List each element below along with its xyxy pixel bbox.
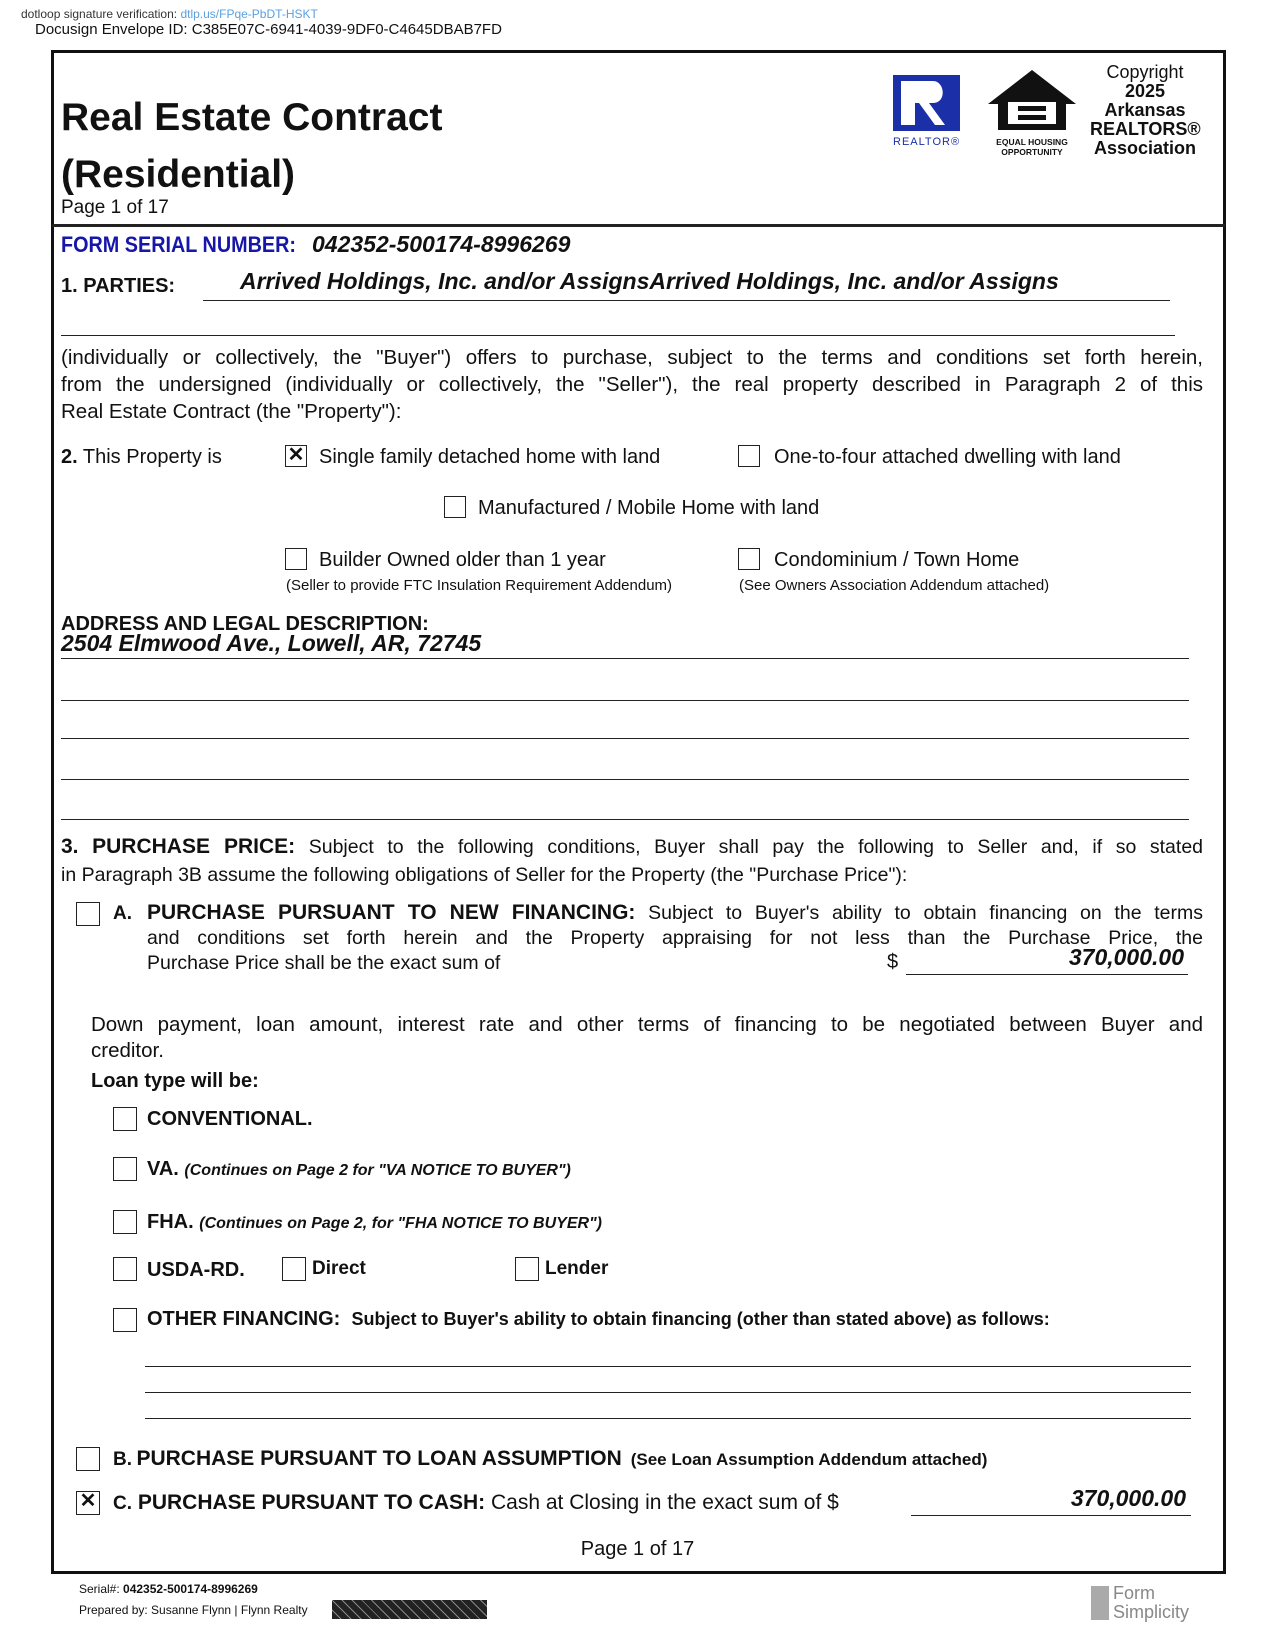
parties-value[interactable]: Arrived Holdings, Inc. and/or AssignsArrived Holdings, Inc. and/or Assigns: [240, 268, 1059, 294]
brand-form: Form: [1113, 1583, 1155, 1603]
new-financing-text: [147, 900, 1203, 976]
section-3-number: 3.: [61, 835, 79, 858]
other-financing-line: [145, 1392, 1191, 1393]
fha-note: (Continues on Page 2, for "FHA NOTICE TO BUYER"): [199, 1215, 602, 1232]
checkbox-usda-direct[interactable]: [282, 1257, 306, 1281]
va-label: VA.: [147, 1158, 179, 1180]
address-label: ADDRESS AND LEGAL DESCRIPTION:: [61, 613, 429, 635]
parties-text-line: Real Estate Contract (the "Property"):: [61, 400, 402, 423]
checkbox-single-family[interactable]: ✕: [285, 445, 307, 467]
checkbox-usda[interactable]: [113, 1257, 137, 1281]
equal-housing-logo: [986, 68, 1078, 157]
dotloop-verification: [21, 7, 318, 21]
checkbox-other-financing[interactable]: [113, 1308, 137, 1332]
down-payment-line: creditor.: [91, 1039, 164, 1062]
new-financing-amount[interactable]: 370,000.00: [1068, 944, 1184, 970]
parties-underline: [203, 300, 1170, 301]
copyright-block: [1090, 63, 1200, 158]
parties-text-line: from the undersigned (individually or collectively, the "Seller"), the real property described in Paragraph 2 of this: [61, 373, 1203, 396]
address-line: [61, 738, 1189, 739]
down-payment-line: Down payment, loan amount, interest rate and other terms of financing to be negotiated between Buyer and: [91, 1013, 1203, 1036]
footer-page-number: Page 1 of 17: [580, 1538, 695, 1560]
other-financing-line: [145, 1366, 1191, 1367]
address-line: [61, 819, 1189, 820]
header-page-number: Page 1 of 17: [61, 197, 169, 218]
option-one-to-four: One-to-four attached dwelling with land: [774, 446, 1121, 468]
cash-underline: [911, 1515, 1191, 1516]
option-single-family: Single family detached home with land: [319, 446, 661, 468]
cash-text: Cash at Closing in the exact sum of $: [485, 1491, 839, 1514]
purchase-price-text-2: in Paragraph 3B assume the following obligations of Seller for the Property (the "Purchase Price"):: [61, 864, 908, 886]
checkbox-usda-lender[interactable]: [515, 1257, 539, 1281]
purchase-price-text: Subject to the following conditions, Buyer shall pay the following to Seller and, if so stated: [295, 836, 1204, 858]
option-builder-owned: Builder Owned older than 1 year: [319, 549, 606, 571]
usda-label: USDA-RD.: [147, 1259, 245, 1281]
option-b-letter: B.: [113, 1449, 132, 1470]
dollar-sign: $: [887, 951, 899, 973]
brand-simplicity: Simplicity: [1113, 1602, 1190, 1622]
lender-label: Lender: [545, 1258, 609, 1279]
address-line: [61, 700, 1189, 701]
dotloop-link[interactable]: dtlp.us/FPqe-PbDT-HSKT: [180, 7, 318, 21]
option-a-letter: A.: [113, 903, 132, 924]
new-financing-line: and conditions set forth herein and the Property appraising for not less than the Purchase Price, the: [147, 927, 1203, 949]
address-line: [61, 779, 1189, 780]
cash-amount[interactable]: 370,000.00: [1070, 1485, 1186, 1511]
checkbox-manufactured[interactable]: [444, 496, 466, 518]
address-line: [61, 658, 1189, 659]
serial-label: FORM SERIAL NUMBER:: [61, 232, 297, 257]
checkbox-builder-owned[interactable]: [285, 548, 307, 570]
other-financing-line: [145, 1418, 1191, 1419]
envelope-id: Docusign Envelope ID: C385E07C-6941-4039-9DF0-C4645DBAB7FD: [35, 21, 502, 38]
new-financing-line: Subject to Buyer's ability to obtain financing on the terms: [635, 902, 1203, 924]
checkbox-conventional[interactable]: [113, 1107, 137, 1131]
title-line-1: Real Estate Contract: [61, 96, 443, 139]
copyright-org-2: REALTORS®: [1090, 119, 1201, 139]
checkbox-loan-assumption[interactable]: [76, 1447, 100, 1471]
purchase-price-label: PURCHASE PRICE:: [92, 835, 296, 858]
copyright-org-3: Association: [1093, 138, 1197, 158]
section-2-number: 2.: [61, 446, 78, 468]
document-icon: [1091, 1586, 1109, 1620]
va-note: (Continues on Page 2 for "VA NOTICE TO BUYER"): [184, 1162, 571, 1179]
parties-underline-2: [61, 335, 1175, 336]
property-label: This Property is: [82, 446, 222, 468]
new-financing-label: PURCHASE PURSUANT TO NEW FINANCING:: [147, 901, 636, 924]
purchase-price-intro: [61, 833, 1203, 889]
eho-text: EQUAL HOUSING OPPORTUNITY: [996, 137, 1068, 157]
footer-serial-value: 042352-500174-8996269: [123, 1582, 258, 1596]
conventional-label: CONVENTIONAL.: [147, 1108, 313, 1130]
copyright-year: 2025: [1124, 81, 1166, 101]
checkbox-one-to-four[interactable]: [738, 445, 760, 467]
checkbox-fha[interactable]: [113, 1210, 137, 1234]
parties-label: 1. PARTIES:: [61, 275, 176, 297]
dotloop-label: dotloop signature verification:: [21, 7, 178, 21]
loan-assumption-note: (See Loan Assumption Addendum attached): [630, 1450, 988, 1469]
realtor-logo: [893, 75, 961, 148]
option-condominium: Condominium / Town Home: [774, 549, 1020, 571]
new-financing-underline: [906, 974, 1188, 975]
option-c-letter: C.: [113, 1493, 132, 1514]
down-payment-text: [91, 1012, 1203, 1064]
serial-value: 042352-500174-8996269: [312, 231, 571, 257]
parties-text-line: (individually or collectively, the "Buyer") offers to purchase, subject to the terms and conditions set forth herein,: [61, 346, 1203, 369]
title-line-2: (Residential): [61, 153, 296, 196]
copyright-label: Copyright: [1106, 62, 1184, 82]
loan-assumption-label: PURCHASE PURSUANT TO LOAN ASSUMPTION: [136, 1447, 622, 1470]
direct-label: Direct: [312, 1258, 366, 1279]
checkbox-condominium[interactable]: [738, 548, 760, 570]
checkbox-new-financing[interactable]: [76, 902, 100, 926]
loan-type-label: Loan type will be:: [91, 1070, 259, 1092]
address-value[interactable]: 2504 Elmwood Ave., Lowell, AR, 72745: [61, 630, 482, 656]
prepared-by: Prepared by: Susanne Flynn | Flynn Realty: [79, 1603, 308, 1617]
realtor-logo-text: REALTOR®: [893, 136, 961, 148]
checkbox-va[interactable]: [113, 1157, 137, 1181]
cash-label: PURCHASE PURSUANT TO CASH:: [137, 1491, 486, 1514]
fha-label: FHA.: [147, 1211, 194, 1233]
checkbox-cash[interactable]: ✕: [76, 1491, 100, 1515]
condominium-note: (See Owners Association Addendum attached): [739, 577, 1050, 594]
header-divider: [52, 224, 1225, 227]
footer-serial-label: Serial#:: [79, 1582, 120, 1596]
other-financing-note: Subject to Buyer's ability to obtain financing (other than stated above) as follows:: [351, 1309, 1050, 1329]
copyright-org-1: Arkansas: [1104, 100, 1186, 120]
other-financing-label: OTHER FINANCING:: [147, 1308, 341, 1330]
parties-text: [61, 344, 1203, 425]
option-manufactured: Manufactured / Mobile Home with land: [478, 497, 820, 519]
redacted-block: [332, 1600, 487, 1619]
new-financing-line: Purchase Price shall be the exact sum of: [147, 952, 501, 974]
builder-owned-note: (Seller to provide FTC Insulation Requirement Addendum): [286, 577, 673, 594]
